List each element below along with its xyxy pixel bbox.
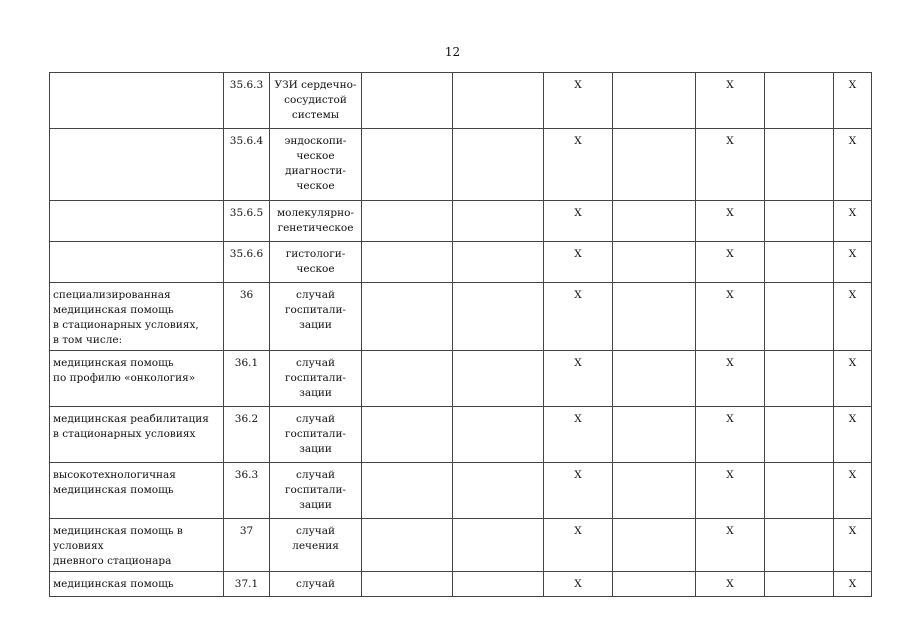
table-row (50, 351, 872, 407)
indicator-table (49, 72, 872, 597)
row-code-cell: 37 (224, 519, 270, 572)
empty-cell (613, 73, 696, 129)
row-code-cell: 36 (224, 283, 270, 351)
x-mark-cell: X (834, 572, 872, 597)
empty-cell (453, 201, 544, 242)
empty-cell (765, 201, 834, 242)
empty-cell (613, 129, 696, 201)
x-mark-cell: X (544, 407, 613, 463)
row-code-cell: 35.6.3 (224, 73, 270, 129)
row-code-cell: 36.2 (224, 407, 270, 463)
x-mark-cell: X (544, 351, 613, 407)
empty-cell (362, 407, 453, 463)
table-row (50, 283, 872, 351)
x-mark-cell: X (696, 283, 765, 351)
empty-cell (453, 242, 544, 283)
x-mark-cell: X (834, 463, 872, 519)
table-row (50, 407, 872, 463)
empty-cell (362, 519, 453, 572)
empty-cell (613, 242, 696, 283)
x-mark-cell: X (834, 242, 872, 283)
empty-cell (453, 283, 544, 351)
empty-cell (362, 463, 453, 519)
empty-cell (362, 242, 453, 283)
x-mark-cell: X (544, 283, 613, 351)
row-name-cell: медицинская помощь в условиях дневного стационара (50, 519, 224, 572)
empty-cell (613, 572, 696, 597)
table-row (50, 129, 872, 201)
x-mark-cell: X (834, 201, 872, 242)
row-code-cell: 37.1 (224, 572, 270, 597)
x-mark-cell: X (544, 519, 613, 572)
row-code-cell: 36.3 (224, 463, 270, 519)
x-mark-cell: X (834, 283, 872, 351)
empty-cell (362, 201, 453, 242)
empty-cell (765, 519, 834, 572)
empty-cell (453, 519, 544, 572)
empty-cell (613, 201, 696, 242)
x-mark-cell: X (696, 73, 765, 129)
row-name-cell: медицинская реабилитация в стационарных условиях (50, 407, 224, 463)
row-name-cell (50, 73, 224, 129)
empty-cell (765, 73, 834, 129)
table-row (50, 73, 872, 129)
row-unit-cell: случай лечения (270, 519, 362, 572)
x-mark-cell: X (696, 201, 765, 242)
row-code-cell: 35.6.4 (224, 129, 270, 201)
row-code-cell: 35.6.6 (224, 242, 270, 283)
x-mark-cell: X (696, 519, 765, 572)
row-name-cell (50, 242, 224, 283)
row-unit-cell: случай (270, 572, 362, 597)
empty-cell (613, 351, 696, 407)
x-mark-cell: X (696, 351, 765, 407)
x-mark-cell: X (544, 242, 613, 283)
x-mark-cell: X (834, 73, 872, 129)
x-mark-cell: X (544, 572, 613, 597)
empty-cell (765, 407, 834, 463)
row-unit-cell: случай госпитали- зации (270, 283, 362, 351)
x-mark-cell: X (834, 407, 872, 463)
empty-cell (765, 129, 834, 201)
table-row (50, 242, 872, 283)
row-unit-cell: случай госпитали- зации (270, 463, 362, 519)
empty-cell (453, 572, 544, 597)
x-mark-cell: X (544, 129, 613, 201)
empty-cell (453, 463, 544, 519)
row-name-cell: высокотехнологичная медицинская помощь (50, 463, 224, 519)
x-mark-cell: X (696, 572, 765, 597)
row-unit-cell: гистологи- ческое (270, 242, 362, 283)
page-number: 12 (444, 45, 461, 59)
x-mark-cell: X (696, 463, 765, 519)
empty-cell (453, 407, 544, 463)
row-name-cell (50, 129, 224, 201)
x-mark-cell: X (834, 519, 872, 572)
table-row (50, 572, 872, 597)
row-unit-cell: случай госпитали- зации (270, 407, 362, 463)
empty-cell (765, 283, 834, 351)
row-name-cell: медицинская помощь (50, 572, 224, 597)
table-row (50, 463, 872, 519)
empty-cell (613, 407, 696, 463)
empty-cell (765, 351, 834, 407)
empty-cell (362, 73, 453, 129)
empty-cell (362, 283, 453, 351)
x-mark-cell: X (696, 129, 765, 201)
empty-cell (453, 73, 544, 129)
empty-cell (362, 572, 453, 597)
row-unit-cell: УЗИ сердечно- сосудистой системы (270, 73, 362, 129)
x-mark-cell: X (544, 73, 613, 129)
row-unit-cell: случай госпитали- зации (270, 351, 362, 407)
empty-cell (613, 519, 696, 572)
x-mark-cell: X (544, 201, 613, 242)
empty-cell (362, 129, 453, 201)
empty-cell (765, 463, 834, 519)
row-name-cell (50, 201, 224, 242)
empty-cell (613, 463, 696, 519)
x-mark-cell: X (696, 242, 765, 283)
row-name-cell: медицинская помощь по профилю «онкология» (50, 351, 224, 407)
row-unit-cell: эндоскопи- ческое диагности- ческое (270, 129, 362, 201)
row-name-cell: специализированная медицинская помощь в стационарных условиях, в том числе: (50, 283, 224, 351)
table-row (50, 519, 872, 572)
empty-cell (765, 572, 834, 597)
empty-cell (453, 351, 544, 407)
table-body (50, 73, 872, 597)
empty-cell (613, 283, 696, 351)
x-mark-cell: X (696, 407, 765, 463)
x-mark-cell: X (834, 129, 872, 201)
row-code-cell: 36.1 (224, 351, 270, 407)
empty-cell (765, 242, 834, 283)
empty-cell (362, 351, 453, 407)
row-unit-cell: молекулярно- генетическое (270, 201, 362, 242)
row-code-cell: 35.6.5 (224, 201, 270, 242)
table-row (50, 201, 872, 242)
x-mark-cell: X (544, 463, 613, 519)
empty-cell (453, 129, 544, 201)
x-mark-cell: X (834, 351, 872, 407)
